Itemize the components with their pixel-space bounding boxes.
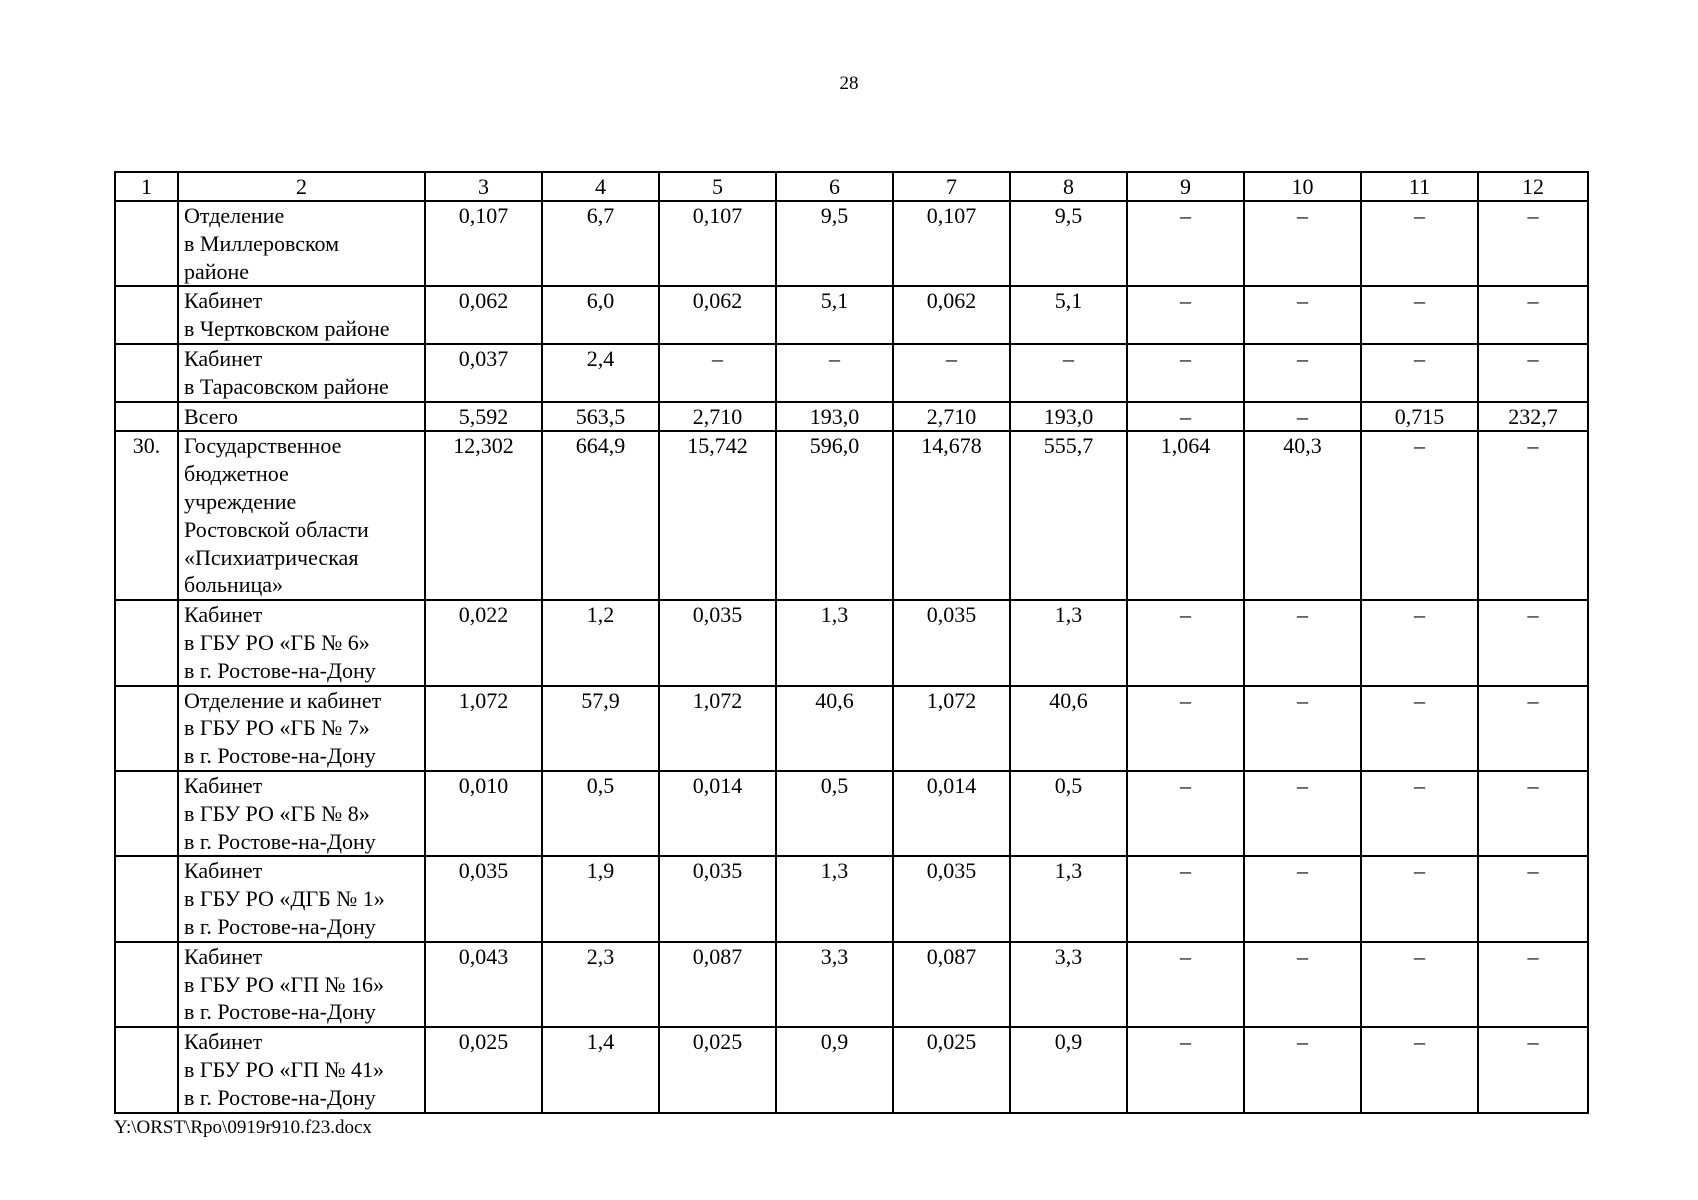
table-body bbox=[115, 201, 1588, 1113]
value-cell: 555,7 bbox=[1010, 431, 1127, 600]
value-cell: – bbox=[1361, 286, 1478, 344]
value-cell: 0,025 bbox=[893, 1027, 1010, 1112]
row-name bbox=[178, 686, 425, 771]
value-cell: 2,4 bbox=[542, 344, 659, 402]
row-name-line: Кабинет bbox=[184, 602, 263, 628]
value-cell: 0,062 bbox=[425, 286, 542, 344]
row-name-line: в г. Ростове-на-Дону bbox=[184, 999, 376, 1025]
value-cell: 1,3 bbox=[1010, 856, 1127, 941]
value-cell: – bbox=[1127, 402, 1244, 432]
row-name bbox=[178, 942, 425, 1027]
row-name-line: в г. Ростове-на-Дону bbox=[184, 657, 376, 683]
table-row bbox=[115, 344, 1588, 402]
value-cell: – bbox=[1127, 771, 1244, 856]
row-name-line: Отделение и кабинет bbox=[184, 687, 382, 713]
value-cell: – bbox=[1478, 942, 1588, 1027]
row-name-line: в г. Ростове-на-Дону bbox=[184, 828, 376, 854]
value-cell: – bbox=[1361, 431, 1478, 600]
value-cell: 1,072 bbox=[425, 686, 542, 771]
row-name-line: больница» bbox=[184, 572, 283, 598]
value-cell: – bbox=[1127, 686, 1244, 771]
data-table bbox=[114, 171, 1589, 1114]
value-cell: 0,025 bbox=[425, 1027, 542, 1112]
value-cell: 0,107 bbox=[425, 201, 542, 286]
value-cell: 0,035 bbox=[659, 856, 776, 941]
row-name-line: в ГБУ РО «ГБ № 7» bbox=[184, 715, 370, 741]
value-cell: 0,107 bbox=[893, 201, 1010, 286]
value-cell: 1,3 bbox=[776, 856, 893, 941]
row-number bbox=[115, 201, 178, 286]
column-header: 8 bbox=[1010, 172, 1127, 201]
column-header: 12 bbox=[1478, 172, 1588, 201]
row-number bbox=[115, 600, 178, 685]
value-cell: 1,064 bbox=[1127, 431, 1244, 600]
value-cell: 193,0 bbox=[1010, 402, 1127, 432]
row-number: 30. bbox=[115, 431, 178, 600]
value-cell: 0,035 bbox=[659, 600, 776, 685]
value-cell: 5,1 bbox=[1010, 286, 1127, 344]
value-cell: 596,0 bbox=[776, 431, 893, 600]
value-cell: 1,3 bbox=[776, 600, 893, 685]
value-cell: 563,5 bbox=[542, 402, 659, 432]
value-cell: 0,5 bbox=[1010, 771, 1127, 856]
row-name-line: учреждение bbox=[184, 488, 297, 514]
value-cell: – bbox=[1244, 286, 1361, 344]
value-cell: 6,7 bbox=[542, 201, 659, 286]
row-name bbox=[178, 1027, 425, 1112]
row-name-line: Кабинет bbox=[184, 1029, 263, 1055]
row-name-line: бюджетное bbox=[184, 461, 289, 487]
row-name bbox=[178, 402, 425, 432]
column-header: 11 bbox=[1361, 172, 1478, 201]
row-name-line: в Миллеровском bbox=[184, 230, 340, 256]
row-number bbox=[115, 771, 178, 856]
table-row bbox=[115, 286, 1588, 344]
row-name bbox=[178, 344, 425, 402]
value-cell: 0,9 bbox=[776, 1027, 893, 1112]
row-name bbox=[178, 201, 425, 286]
value-cell: 1,4 bbox=[542, 1027, 659, 1112]
value-cell: 2,710 bbox=[659, 402, 776, 432]
value-cell: 2,3 bbox=[542, 942, 659, 1027]
value-cell: – bbox=[1478, 201, 1588, 286]
row-name-line: в ГБУ РО «ГП № 16» bbox=[184, 971, 385, 997]
row-name bbox=[178, 431, 425, 600]
value-cell: 12,302 bbox=[425, 431, 542, 600]
value-cell: – bbox=[1244, 402, 1361, 432]
value-cell: – bbox=[1244, 201, 1361, 286]
page-number: 28 bbox=[839, 73, 859, 94]
value-cell: 0,062 bbox=[893, 286, 1010, 344]
value-cell: 0,037 bbox=[425, 344, 542, 402]
value-cell: 0,025 bbox=[659, 1027, 776, 1112]
row-name-line: в г. Ростове-на-Дону bbox=[184, 743, 376, 769]
value-cell: – bbox=[1361, 771, 1478, 856]
value-cell: 1,072 bbox=[659, 686, 776, 771]
value-cell: – bbox=[1478, 771, 1588, 856]
value-cell: 5,592 bbox=[425, 402, 542, 432]
table-row bbox=[115, 942, 1588, 1027]
value-cell: 0,010 bbox=[425, 771, 542, 856]
value-cell: 664,9 bbox=[542, 431, 659, 600]
value-cell: 0,035 bbox=[893, 856, 1010, 941]
row-name-line: в г. Ростове-на-Дону bbox=[184, 1084, 376, 1110]
value-cell: 0,062 bbox=[659, 286, 776, 344]
value-cell: 9,5 bbox=[1010, 201, 1127, 286]
row-name bbox=[178, 856, 425, 941]
value-cell: 15,742 bbox=[659, 431, 776, 600]
table-row bbox=[115, 402, 1588, 432]
value-cell: 57,9 bbox=[542, 686, 659, 771]
row-name-line: в Чертковском районе bbox=[184, 316, 390, 342]
value-cell: 0,087 bbox=[893, 942, 1010, 1027]
value-cell: 1,2 bbox=[542, 600, 659, 685]
row-number bbox=[115, 344, 178, 402]
value-cell: 1,3 bbox=[1010, 600, 1127, 685]
value-cell: – bbox=[1361, 344, 1478, 402]
row-name-line: Отделение bbox=[184, 203, 285, 228]
value-cell: – bbox=[1244, 1027, 1361, 1112]
file-path-footer: Y:\ORST\Rpo\0919r910.f23.docx bbox=[114, 1117, 372, 1138]
value-cell: – bbox=[1244, 600, 1361, 685]
column-header: 2 bbox=[178, 172, 425, 201]
row-name-line: Ростовской области bbox=[184, 516, 369, 542]
value-cell: 6,0 bbox=[542, 286, 659, 344]
row-name-line: Кабинет bbox=[184, 943, 263, 969]
value-cell: – bbox=[1127, 344, 1244, 402]
column-header: 5 bbox=[659, 172, 776, 201]
row-number bbox=[115, 286, 178, 344]
table-row bbox=[115, 201, 1588, 286]
value-cell: – bbox=[1361, 1027, 1478, 1112]
row-name-line: в ГБУ РО «ГБ № 8» bbox=[184, 800, 370, 826]
value-cell: – bbox=[1127, 942, 1244, 1027]
value-cell: 40,3 bbox=[1244, 431, 1361, 600]
value-cell: – bbox=[1361, 942, 1478, 1027]
value-cell: – bbox=[659, 344, 776, 402]
row-name-line: в ГБУ РО «ГП № 41» bbox=[184, 1056, 385, 1082]
value-cell: 9,5 bbox=[776, 201, 893, 286]
value-cell: – bbox=[1478, 856, 1588, 941]
column-header: 6 bbox=[776, 172, 893, 201]
value-cell: – bbox=[1244, 686, 1361, 771]
table-row bbox=[115, 1027, 1588, 1112]
table-row bbox=[115, 686, 1588, 771]
row-number bbox=[115, 856, 178, 941]
row-name-line: Кабинет bbox=[184, 288, 263, 314]
value-cell: – bbox=[1478, 431, 1588, 600]
value-cell: 0,5 bbox=[542, 771, 659, 856]
table-row bbox=[115, 600, 1588, 685]
column-header: 3 bbox=[425, 172, 542, 201]
value-cell: – bbox=[1127, 856, 1244, 941]
value-cell: – bbox=[1361, 201, 1478, 286]
value-cell: – bbox=[1478, 686, 1588, 771]
row-name-line: Кабинет bbox=[184, 345, 263, 371]
row-name-line: Всего bbox=[184, 403, 238, 429]
value-cell: – bbox=[1244, 942, 1361, 1027]
column-header: 9 bbox=[1127, 172, 1244, 201]
value-cell: 1,9 bbox=[542, 856, 659, 941]
value-cell: 0,715 bbox=[1361, 402, 1478, 432]
row-name-line: Государственное bbox=[184, 433, 342, 459]
row-name-line: в Тарасовском районе bbox=[184, 373, 389, 399]
value-cell: 40,6 bbox=[776, 686, 893, 771]
table-row bbox=[115, 771, 1588, 856]
value-cell: 0,9 bbox=[1010, 1027, 1127, 1112]
value-cell: – bbox=[1361, 686, 1478, 771]
row-name-line: в ГБУ РО «ДГБ № 1» bbox=[184, 886, 385, 912]
value-cell: – bbox=[1127, 1027, 1244, 1112]
value-cell: 0,014 bbox=[893, 771, 1010, 856]
table-row bbox=[115, 431, 1588, 600]
table-row bbox=[115, 856, 1588, 941]
header-row bbox=[115, 172, 1588, 201]
column-header: 4 bbox=[542, 172, 659, 201]
value-cell: – bbox=[1361, 856, 1478, 941]
value-cell: 0,014 bbox=[659, 771, 776, 856]
value-cell: – bbox=[1478, 344, 1588, 402]
value-cell: 0,043 bbox=[425, 942, 542, 1027]
value-cell: – bbox=[1478, 1027, 1588, 1112]
value-cell: 0,035 bbox=[893, 600, 1010, 685]
row-name-line: «Психиатрическая bbox=[184, 544, 359, 570]
row-name bbox=[178, 600, 425, 685]
value-cell: – bbox=[1127, 286, 1244, 344]
value-cell: 1,072 bbox=[893, 686, 1010, 771]
value-cell: – bbox=[1361, 600, 1478, 685]
value-cell: – bbox=[1478, 286, 1588, 344]
value-cell: 0,5 bbox=[776, 771, 893, 856]
value-cell: 14,678 bbox=[893, 431, 1010, 600]
value-cell: 193,0 bbox=[776, 402, 893, 432]
value-cell: – bbox=[1010, 344, 1127, 402]
row-number bbox=[115, 942, 178, 1027]
column-header: 7 bbox=[893, 172, 1010, 201]
row-number bbox=[115, 686, 178, 771]
value-cell: – bbox=[893, 344, 1010, 402]
value-cell: 2,710 bbox=[893, 402, 1010, 432]
value-cell: 0,107 bbox=[659, 201, 776, 286]
row-name-line: Кабинет bbox=[184, 858, 263, 884]
row-name-line: Кабинет bbox=[184, 772, 263, 798]
row-name-line: районе bbox=[184, 258, 250, 284]
row-name bbox=[178, 286, 425, 344]
value-cell: – bbox=[1244, 771, 1361, 856]
row-name-line: в г. Ростове-на-Дону bbox=[184, 913, 376, 939]
value-cell: – bbox=[1478, 600, 1588, 685]
value-cell: – bbox=[1244, 344, 1361, 402]
row-number bbox=[115, 1027, 178, 1112]
value-cell: 232,7 bbox=[1478, 402, 1588, 432]
value-cell: 0,087 bbox=[659, 942, 776, 1027]
row-name bbox=[178, 771, 425, 856]
value-cell: – bbox=[1127, 600, 1244, 685]
value-cell: 0,035 bbox=[425, 856, 542, 941]
value-cell: 40,6 bbox=[1010, 686, 1127, 771]
row-name-line: в ГБУ РО «ГБ № 6» bbox=[184, 629, 370, 655]
value-cell: – bbox=[1244, 856, 1361, 941]
value-cell: – bbox=[1127, 201, 1244, 286]
column-header: 10 bbox=[1244, 172, 1361, 201]
row-number bbox=[115, 402, 178, 432]
value-cell: 3,3 bbox=[776, 942, 893, 1027]
column-header: 1 bbox=[115, 172, 178, 201]
value-cell: 3,3 bbox=[1010, 942, 1127, 1027]
value-cell: 0,022 bbox=[425, 600, 542, 685]
value-cell: – bbox=[776, 344, 893, 402]
value-cell: 5,1 bbox=[776, 286, 893, 344]
